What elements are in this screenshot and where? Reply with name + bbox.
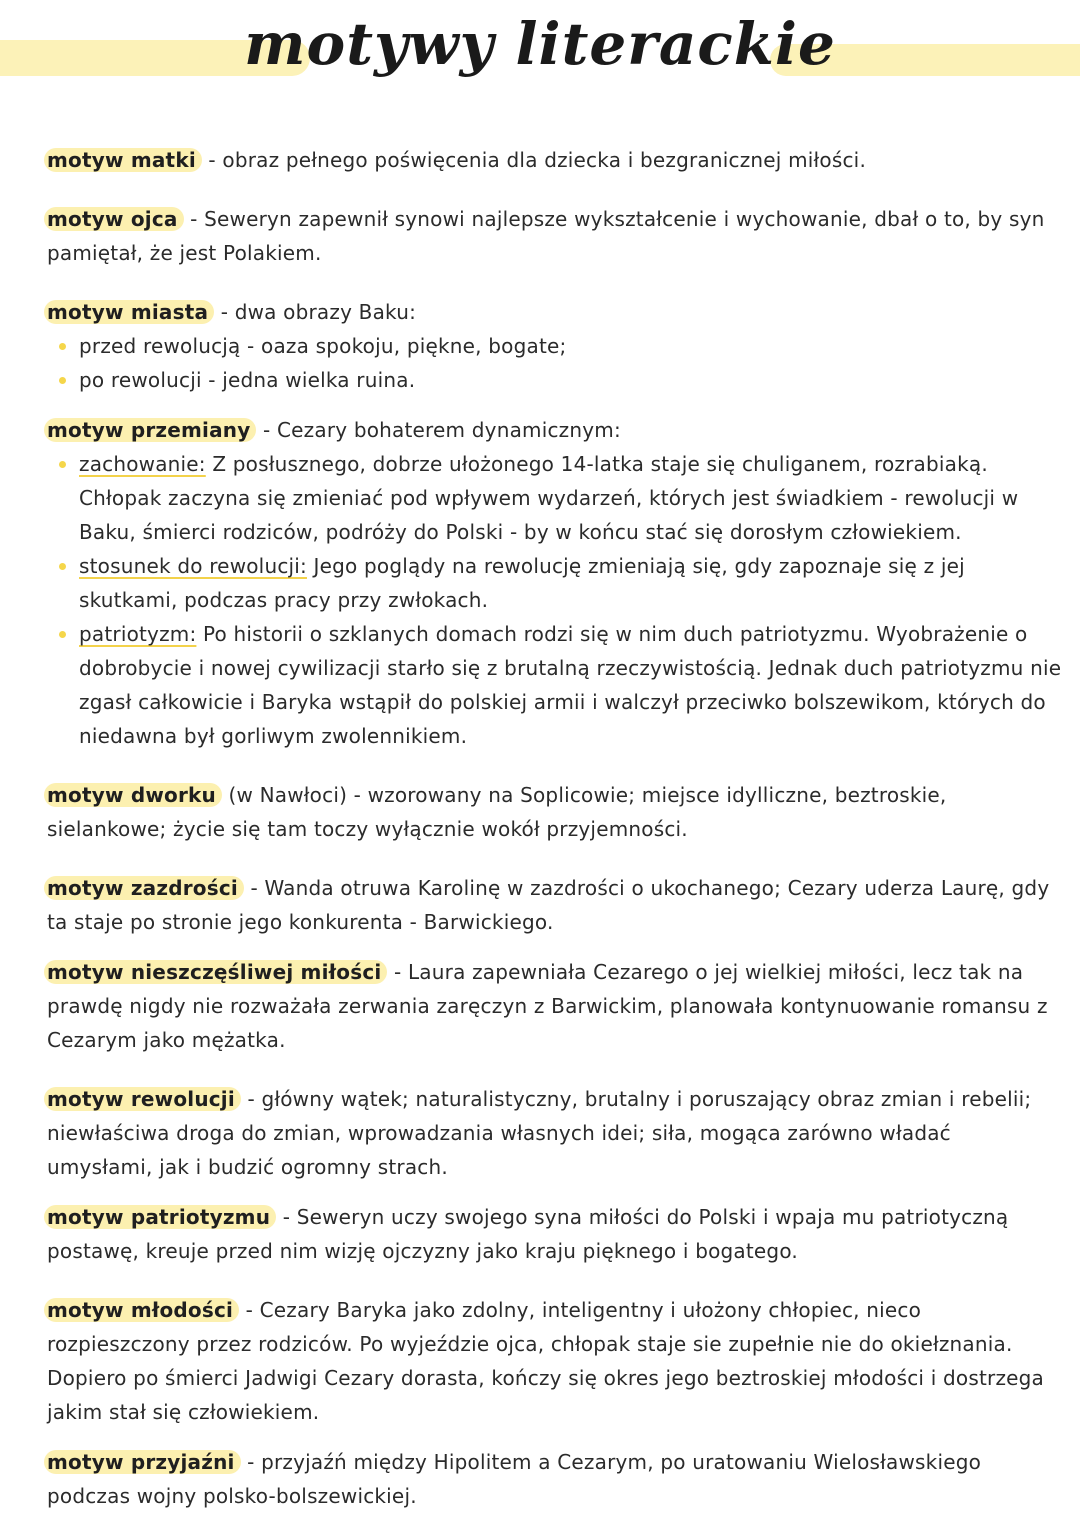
motif-term: motyw matki bbox=[44, 148, 202, 172]
motif-text: - przyjaźń między Hipolitem a Cezarym, po uratowaniu Wielosławskiego podczas wojny polsko-bolszewickiej. bbox=[47, 1450, 982, 1508]
motif-zazdrosci bbox=[47, 871, 1062, 939]
motif-text: - Wanda otruwa Karolinę w zazdrości o ukochanego; Cezary uderza Laurę, gdy ta staje po stronie jego konkurenta - Barwickiego. bbox=[47, 876, 1050, 934]
motif-term: motyw rewolucji bbox=[44, 1087, 241, 1111]
motif-term: motyw patriotyzmu bbox=[44, 1205, 276, 1229]
bullet-label: stosunek do rewolucji: bbox=[79, 554, 307, 578]
motif-text: - Seweryn uczy swojego syna miłości do Polski i wpaja mu patriotyczną postawę, kreuje przed nim wizję ojczyzny jako kraju pięknego i bogatego. bbox=[47, 1205, 1009, 1263]
motif-mlodosci bbox=[47, 1293, 1062, 1429]
motif-term: motyw przyjaźni bbox=[44, 1450, 241, 1474]
motif-ojca bbox=[47, 202, 1062, 270]
motif-przyjazni bbox=[47, 1445, 1062, 1513]
motif-patriotyzmu bbox=[47, 1200, 1062, 1268]
motif-text: - Cezary bohaterem dynamicznym: bbox=[256, 418, 621, 442]
motif-text: - obraz pełnego poświęcenia dla dziecka i bezgranicznej miłości. bbox=[201, 148, 866, 172]
list-item bbox=[79, 549, 1062, 617]
motif-term: motyw przemiany bbox=[44, 418, 256, 442]
bullet-list bbox=[47, 447, 1062, 753]
motif-term: motyw młodości bbox=[44, 1298, 239, 1322]
motif-term: motyw dworku bbox=[44, 783, 222, 807]
list-item bbox=[79, 447, 1062, 549]
motif-term: motyw zazdrości bbox=[44, 876, 244, 900]
motif-text: - dwa obrazy Baku: bbox=[214, 300, 417, 324]
bullet-label: patriotyzm: bbox=[79, 622, 197, 646]
list-item: po rewolucji - jedna wielka ruina. bbox=[79, 363, 1062, 397]
motif-matki bbox=[47, 143, 1062, 177]
motif-text: - Laura zapewniała Cezarego o jej wielkiej miłości, lecz tak na prawdę nigdy nie rozważała zerwania zaręczyn z Barwickim, planowała kontynuowanie romansu z Cezarym jako mężatka. bbox=[47, 960, 1048, 1052]
motif-rewolucji bbox=[47, 1082, 1062, 1184]
motif-dworku bbox=[47, 778, 1062, 846]
page-title: motywy literackie bbox=[244, 10, 836, 78]
motif-miasta bbox=[47, 295, 1062, 397]
list-item: przed rewolucją - oaza spokoju, piękne, bogate; bbox=[79, 329, 1062, 363]
motif-nieszczesliwej-milosci bbox=[47, 955, 1062, 1057]
motif-text: - Seweryn zapewnił synowi najlepsze wykształcenie i wychowanie, dbał o to, by syn pamiętał, że jest Polakiem. bbox=[47, 207, 1045, 265]
motif-term: motyw ojca bbox=[44, 207, 184, 231]
bullet-label: zachowanie: bbox=[79, 452, 206, 476]
bullet-text: Z posłusznego, dobrze ułożonego 14-latka staje się chuliganem, rozrabiaką. Chłopak zaczyna się zmieniać pod wpływem wydarzeń, których jest świadkiem - rewolucji w Baku, śmierci rodziców, podróży do Polski - by w końcu stać się dorosłym człowiekiem. bbox=[79, 452, 1019, 544]
motif-text: - główny wątek; naturalistyczny, brutalny i poruszający obraz zmian i rebelii; niewłaściwa droga do zmian, wprowadzania własnych idei; siła, mogąca zarówno władać umysłami, jak i budzić ogromny strach. bbox=[47, 1087, 1032, 1179]
motif-term: motyw miasta bbox=[44, 300, 214, 324]
bullet-text: Po historii o szklanych domach rodzi się w nim duch patriotyzmu. Wyobrażenie o dobrobycie i nowej cywilizacji starło się z brutalną rzeczywistością. Jednak duch patriotyzmu nie zgasł całkowicie i Baryka wstąpił do polskiej armii i walczył przeciwko bolszewikom, których do niedawna był gorliwym zwolennikiem. bbox=[79, 622, 1062, 748]
motifs-list bbox=[47, 143, 1062, 1513]
motif-przemiany bbox=[47, 413, 1062, 753]
bullet-list bbox=[47, 329, 1062, 397]
bullet-text: Jego poglądy na rewolucję zmieniają się, gdy zapoznaje się z jej skutkami, podczas pracy przy zwłokach. bbox=[79, 554, 965, 612]
motif-text: (w Nawłoci) - wzorowany na Soplicowie; miejsce idylliczne, beztroskie, sielankowe; życie się tam toczy wyłącznie wokół przyjemności. bbox=[47, 783, 947, 841]
list-item bbox=[79, 617, 1062, 753]
motif-text: - Cezary Baryka jako zdolny, inteligentny i ułożony chłopiec, nieco rozpieszczony przez rodziców. Po wyjeździe ojca, chłopak staje sie zupełnie nie do okiełznania. Dopiero po śmierci Jadwigi Cezary dorasta, kończy się okres jego beztroskiej młodości i dostrzega jakim stał się człowiekiem. bbox=[47, 1298, 1044, 1424]
motif-term: motyw nieszczęśliwej miłości bbox=[44, 960, 387, 984]
